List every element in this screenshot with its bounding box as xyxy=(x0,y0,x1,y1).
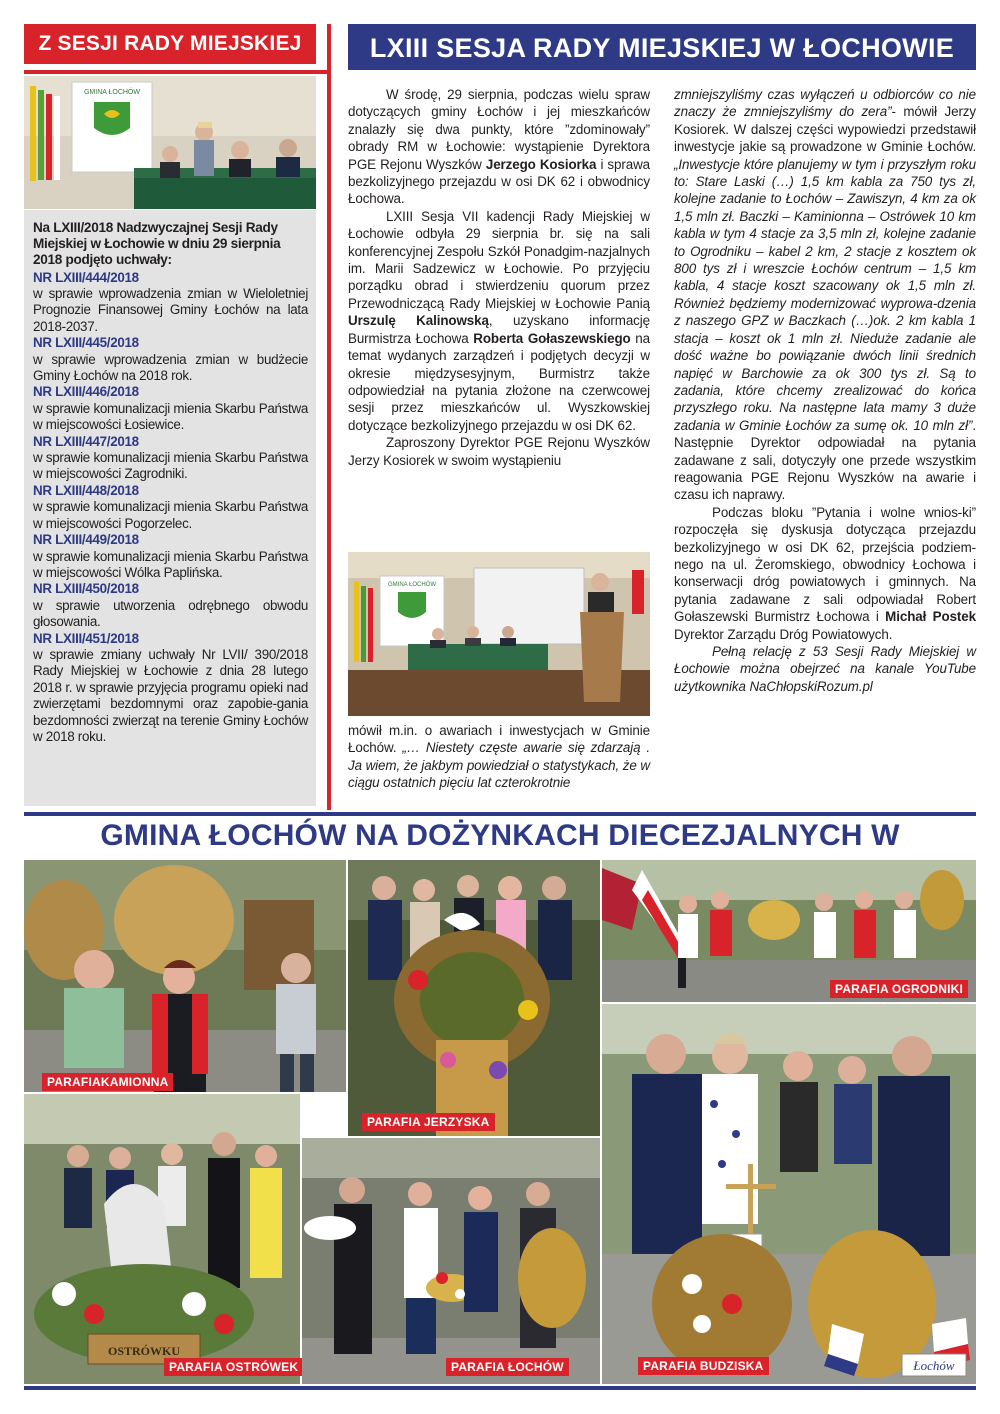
article-paragraph: Pełną relację z 53 Sesji Rady Miejskiej w Łochowie można obejrzeć na kanale YouTube użytkownika NaChłopskiRozum.pl xyxy=(674,644,976,694)
ostrowek-wreath-sign: OSTRÓWKU xyxy=(107,1344,181,1358)
label-parafia-ostrowek: PARAFIA OSTRÓWEK xyxy=(164,1358,303,1376)
label-parafia-ogrodniki: PARAFIA OGRODNIKI xyxy=(830,980,968,998)
resolution-text: w sprawie komunalizacji mienia Skarbu Państwa w miejscowości Pogorzelec. xyxy=(33,499,308,531)
resolution-text: w sprawie wprowadzenia zmian w budżecie Gminy Łochów na 2018 rok. xyxy=(33,351,308,384)
section-rule-bottom xyxy=(24,1386,976,1390)
resolution-number: NR LXIII/444/2018 xyxy=(33,269,139,285)
resolution-text: w sprawie zmiany uchwały Nr LVII/ 390/2018 Rady Miejskiej w Łochowie z dnia 28 lutego 2018 r. w sprawie przyjęcia programu opieki nad zwierzętami bezdomnymi oraz zapobie-gania bezdomności zwierząt na terenie Gminy Łochów w 2018 roku. xyxy=(33,646,308,744)
resolution-number: NR LXIII/448/2018 xyxy=(33,482,139,498)
article-paragraph: W środę, 29 sierpnia, podczas wielu spraw dotyczących gminy Łochów i jej mieszkańców znalazły się dwa punkty, które ”zdominowały” obrady RM w Łochowie: wystąpienie Dyrektora PGE Rejonu Wyszków Jerzego Kosiorka i sprawa bezkolizyjnego przejazdu w osi DK 62 i obwodnicy Łochowa. xyxy=(348,87,650,207)
article-column-2 xyxy=(674,86,976,695)
resolution-item xyxy=(33,532,308,581)
label-parafia-jerzyska: PARAFIA JERZYSKA xyxy=(362,1113,495,1131)
article-column-1-continued xyxy=(348,722,650,792)
resolution-item xyxy=(33,631,308,746)
resolution-item xyxy=(33,384,308,433)
article-paragraph: LXIII Sesja VII kadencji Rady Miejskiej w Łochowie odbyła 29 sierpnia br. się na sali konferencyjnej Zespołu Szkół Ponadgim-nazjalnych im. Marii Sadzewicz w Łochowie. Po przyjęciu porządku obrad i stwierdzeniu quorum przez Przewodniczącą Rady Miejskiej w Łochowie Panią Urszulę Kalinowską, uzyskano informację Burmistrza Łochowa Roberta Gołaszewskiego na temat wydanych zarządzeń i podjętych decyzji w okresie międzysesyjnym, Burmistrz także odpowiedział na pytania złożone na czerwcowej sesji przez mieszkańców ul. Wyszkowskiej dotyczące bezkolizyjnego przejazdu w osi DK 62. xyxy=(348,208,650,433)
photo-parafia-ostrowek xyxy=(24,1094,300,1384)
resolution-item xyxy=(33,434,308,483)
pge-director-speech-photo xyxy=(348,552,650,716)
resolution-text: w sprawie komunalizacji mienia Skarbu Państwa w miejscowości Wólka Paplińska. xyxy=(33,548,308,580)
photo-parafia-budziska xyxy=(602,1004,976,1384)
label-parafia-budziska: PARAFIA BUDZISKA xyxy=(638,1357,769,1375)
resolutions-intro: Na LXIII/2018 Nadzwyczajnej Sesji Rady Miejskiej w Łochowie w dniu 29 sierpnia 2018 podjęto uchwały: xyxy=(33,220,281,268)
label-parafia-kamionna: PARAFIAKAMIONNA xyxy=(42,1073,173,1091)
article-column-1 xyxy=(348,86,650,469)
resolution-text: w sprawie wprowadzenia zmian w Wieloletniej Prognozie Finansowej Gminy Łochów na lata 2018-2037. xyxy=(33,286,308,334)
article-paragraph: mówił m.in. o awariach i inwestycjach w Gminie Łochów. „… Niestety częste awarie się zdarzają . Ja wiem, że jakbym powiedział o statystykach, że w ciągu ostatnich pięciu lat czterokrotnie xyxy=(348,723,650,791)
label-parafia-lochow: PARAFIA ŁOCHÓW xyxy=(446,1358,569,1376)
photo-parafia-lochow xyxy=(302,1138,600,1384)
resolution-text: w sprawie komunalizacji mienia Skarbu Państwa w miejscowości Zagrodniki. xyxy=(33,450,308,482)
resolution-number: NR LXIII/445/2018 xyxy=(33,335,139,351)
resolution-item xyxy=(33,581,308,630)
red-divider-vertical xyxy=(327,24,331,810)
resolution-item xyxy=(33,270,308,336)
resolution-number: NR LXIII/451/2018 xyxy=(33,630,139,646)
resolution-number: NR LXIII/447/2018 xyxy=(33,433,139,449)
harvest-festival-title: GMINA ŁOCHÓW NA DOŻYNKACH DIECEZJALNYCH W xyxy=(100,819,900,852)
article-paragraph: zmniejszyliśmy czas wyłączeń u odbiorców co nie znaczy że zmniejszyliśmy do zera”- mówił Jerzy Kosiorek. W dalszej części wypowiedzi przedstawił inwestycje jakie są prowadzone w Gminie Łochów. „Inwestycje które planujemy w tym i przyszłym roku to: Stare Laski (…) 1,5 km kabla za 750 tys zł, kolejne zadanie to Łochów – Zawiszyn, 4 km za ok 1,5 mln zł. Baczki – Kaminionna – Ostrówek 10 km kabla w tym 4 stacje za 3,5 mln zł, kolejne zadanie to Ogrodniku – kabel 2 km, 2 stacje z kosztem ok 800 tys zł i wreszcie Łochów centrum – 1,5 km kabla, 4 stacje koszt szacowany ok 1,5 mln zł. Również będziemy modernizować wyprowa-dzenia z naszego GPZ w Baczkach (…)ok. 2 km kabla 1 stacja – koszt ok 1 mln zł. Nieduże zadanie ale dość ważne bo powiązanie dwóch linii średnich napięć w Barchowie za ok 300 tys zł. Są to zadania, które chcemy zrealizować do końca przyszłego roku. Na następne lata mamy 3 duże zadania w Gminie Łochów za sumę ok. 10 mln zł”. Następnie Dyrektor odpowiadał na pytania zadawane z sali, dotyczyły one przede wszystkim reagowania PGE Rejonu Wyszków na awarie i czasu ich naprawy. xyxy=(674,87,976,503)
resolution-item xyxy=(33,483,308,532)
photo-parafia-jerzyska xyxy=(348,860,600,1136)
main-section-header: LXIII SESJA RADY MIEJSKIEJ W ŁOCHOWIE xyxy=(348,24,976,70)
article-paragraph: Zaproszony Dyrektor PGE Rejonu Wyszków Jerzy Kosiorek w swoim wystąpieniu xyxy=(348,435,650,468)
photo-parafia-kamionna xyxy=(24,860,346,1092)
resolution-number: NR LXIII/450/2018 xyxy=(33,581,139,597)
article-paragraph: Podczas bloku ”Pytania i wolne wnios-ki” rozpoczęła się dyskusja dotycząca przejazdu bezkolizyjnego w osi DK 62, przejścia podziem-nego na ul. Żeromskiego, obwodnicy Łochowa i konserwacji dróg powiatowych i gminnych. Na pytania zadawane z sali odpowiadał Robert Gołaszewski Burmistrz Łochowa i Michał Postek Dyrektor Zarządu Dróg Powiatowych. xyxy=(674,504,976,642)
resolution-item xyxy=(33,335,308,384)
photo-sign-text: GMINA ŁOCHÓW xyxy=(387,582,437,588)
red-divider-horizontal xyxy=(24,70,331,74)
council-session-photo xyxy=(24,76,316,209)
resolution-text: w sprawie komunalizacji mienia Skarbu Państwa w miejscowości Łosiewice. xyxy=(33,400,308,433)
resolution-number: NR LXIII/446/2018 xyxy=(33,384,139,400)
resolution-number: NR LXIII/449/2018 xyxy=(33,532,139,548)
resolution-text: w sprawie utworzenia odrębnego obwodu głosowania. xyxy=(33,597,308,630)
budziska-wreath-sign: Łochów xyxy=(913,1358,955,1373)
photo-sign-text: GMINA ŁOCHÓW xyxy=(83,89,141,96)
side-section-header: Z SESJI RADY MIEJSKIEJ xyxy=(24,24,316,64)
resolutions-sidebar xyxy=(24,210,316,806)
